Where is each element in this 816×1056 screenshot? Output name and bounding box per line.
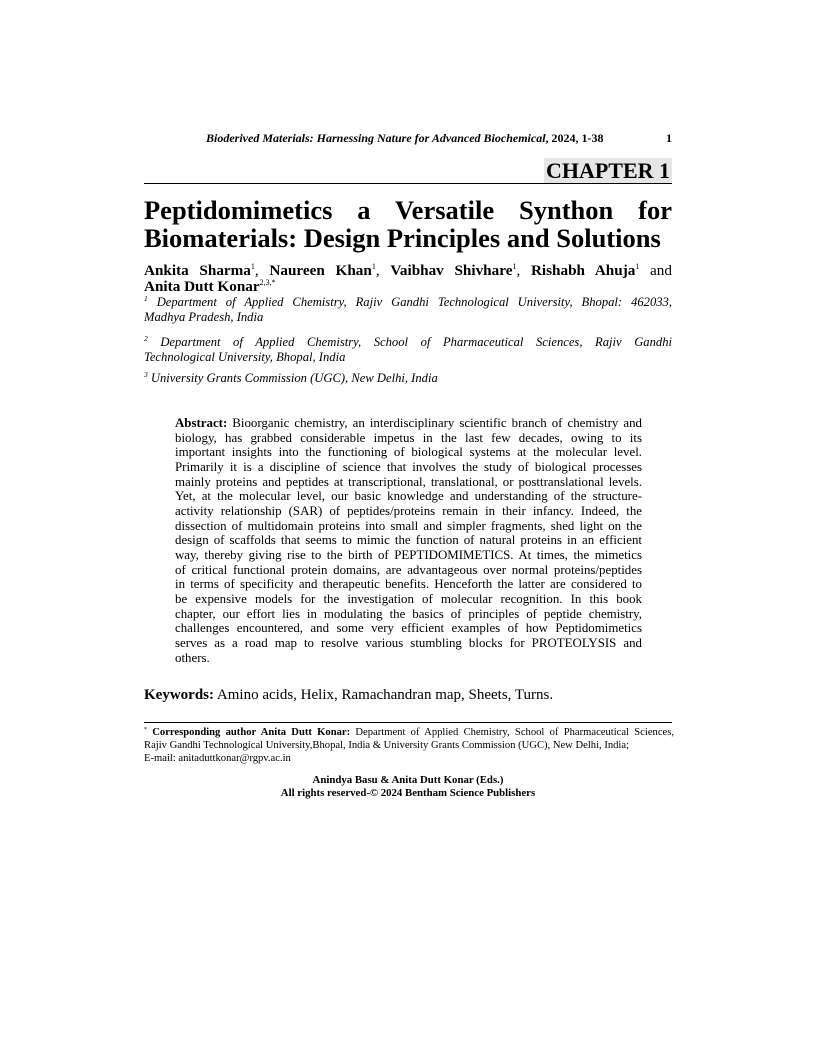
copyright: All rights reserved-© 2024 Bentham Science Publishers	[280, 787, 536, 799]
author-name: Naureen Khan	[269, 262, 372, 279]
abstract-line: Bioorganic chemistry, an interdisciplinary scientific branch of chemistry and	[227, 416, 642, 430]
aff-line: University Grants Commission (UGC), New Delhi, India	[147, 371, 438, 385]
keywords-label: Keywords:	[144, 687, 214, 703]
abstract-line: activity relationship (SAR) of peptides/proteins remain in their infancy. Indeed, the	[175, 503, 642, 518]
affiliation-2	[144, 335, 672, 365]
author-sup: 1	[371, 262, 376, 271]
abstract-line: chapter, our effort lies in modulating the basics of principles of peptide chemistry,	[175, 606, 642, 621]
abstract-label: Abstract:	[175, 416, 228, 430]
footnote-sup: *	[144, 727, 147, 733]
footnote-line: Rajiv Gandhi Technological University,Bhopal, India & University Grants Commission (UGC), New Delhi, India;	[144, 740, 630, 751]
aff-line: Department of Applied Chemistry, School of Pharmaceutical Sciences, Rajiv Gandhi	[147, 335, 672, 349]
book-details: , 2024, 1-38	[545, 131, 604, 145]
abstract-line: Yet, at the molecular level, our basic knowledge and understanding of the structure-	[175, 489, 642, 504]
header-rule	[144, 183, 672, 184]
editors: Anindya Basu & Anita Dutt Konar (Eds.)	[312, 774, 504, 786]
author-list	[144, 263, 672, 295]
footnote-email: E-mail: anitaduttkonar@rgpv.ac.in	[144, 753, 291, 764]
footnote-rule	[144, 722, 672, 723]
abstract-line: others.	[175, 650, 210, 665]
book-title: Bioderived Materials: Harnessing Nature for Advanced Biochemical	[206, 131, 546, 145]
author-sup: 2,3,*	[259, 278, 276, 287]
abstract-line: important insights into the functioning of biological systems at the molecular level.	[175, 445, 642, 460]
keywords	[144, 687, 553, 704]
author-sup: 1	[635, 262, 640, 271]
chapter-title	[144, 196, 672, 252]
sep: ,	[375, 262, 391, 279]
author-sup: 1	[250, 262, 255, 271]
abstract-line: challenges encountered, and some very efficient examples of how Peptidomimetics	[175, 621, 642, 636]
abstract-line: design of scaffolds that seems to mimic the function of natural proteins in an efficient	[175, 533, 642, 548]
footnote-label: Corresponding author Anita Dutt Konar:	[147, 727, 351, 738]
chapter-label: CHAPTER 1	[545, 158, 670, 183]
aff-line: Technological University, Bhopal, India	[144, 350, 346, 364]
abstract	[175, 416, 642, 665]
aff-sup: 2	[144, 334, 148, 343]
title-line: Peptidomimetics a Versatile Synthon for	[144, 195, 672, 225]
author-name: Ankita Sharma	[144, 262, 251, 279]
affiliation-3	[144, 371, 672, 386]
title-line: Biomaterials: Design Principles and Solutions	[144, 223, 661, 253]
aff-sup: 3	[144, 370, 148, 379]
aff-line: Department of Applied Chemistry, Rajiv Gandhi Technological University, Bhopal: 462033,	[147, 295, 672, 309]
affiliation-1	[144, 295, 672, 325]
page-number: 1	[666, 131, 672, 145]
publisher-info	[144, 774, 672, 800]
author-name: Rishabh Ahuja	[530, 262, 636, 279]
abstract-line: be expensive models for the investigation of molecular recognition. In this book	[175, 591, 642, 606]
author-name: Vaibhav Shivhare	[390, 262, 513, 279]
sep: ,	[254, 262, 270, 279]
abstract-line: in terms of specificity and therapeutic benefits. Henceforth the latter are considered to	[175, 577, 642, 592]
aff-sup: 1	[144, 294, 148, 303]
abstract-line: mainly proteins and peptides at transcriptional, translational, or posttranslational levels.	[175, 474, 642, 489]
abstract-line: serves as a road map to resolve various stumbling blocks for PROTEOLYSIS and	[175, 635, 642, 650]
keywords-text: Amino acids, Helix, Ramachandran map, Sheets, Turns.	[214, 687, 554, 703]
footnote-line: Department of Applied Chemistry, School of Pharmaceutical Sciences,	[350, 727, 674, 738]
abstract-line: of critical functional protein domains, are advantageous over normal proteins/peptides	[175, 562, 642, 577]
sep: ,	[516, 262, 531, 279]
author-sup: 1	[512, 262, 517, 271]
abstract-line: way, thereby giving rise to the birth of PEPTIDOMIMETICS. At times, the mimetics	[175, 547, 642, 562]
abstract-line: dissection of multidomain proteins into small and simpler fragments, shed light on the	[175, 518, 642, 533]
author-name: Anita Dutt Konar	[144, 278, 260, 295]
abstract-line: Primarily it is a discipline of science that involves the study of biological processes	[175, 459, 642, 474]
sep: and	[639, 262, 672, 279]
footnote	[144, 726, 674, 765]
abstract-line: biology, has grabbed considerable impetus in the last few decades, owing to its	[175, 430, 642, 445]
aff-line: Madhya Pradesh, India	[144, 310, 264, 324]
